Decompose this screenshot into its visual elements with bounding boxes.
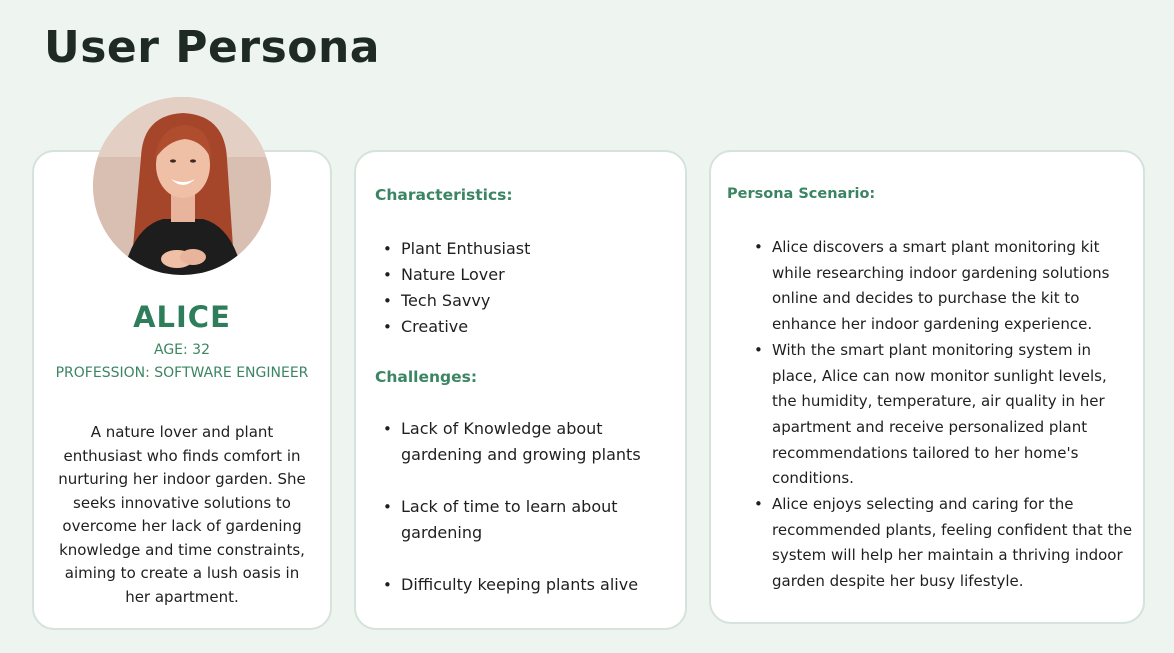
characteristics-heading: Characteristics: — [375, 186, 513, 204]
list-item: • Lack of time to learn about gardening — [375, 494, 680, 546]
page-title: User Persona — [44, 22, 380, 73]
avatar-photo — [93, 97, 271, 275]
challenges-list — [375, 416, 680, 598]
list-item: • Tech Savvy — [375, 288, 530, 314]
list-item: • Difficulty keeping plants alive — [375, 572, 680, 598]
avatar — [93, 97, 271, 275]
list-item: • With the smart plant monitoring system in place, Alice can now monitor sunlight levels, the humidity, temperature, air quality in her apartment and receive personalized plant recommendations tailored to her home's conditions. — [746, 338, 1136, 492]
list-item: • Lack of Knowledge about gardening and growing plants — [375, 416, 680, 468]
list-item: • Alice discovers a smart plant monitoring kit while researching indoor gardening solutions online and decides to purchase the kit to enhance her indoor gardening experience. — [746, 235, 1136, 338]
scenario-heading: Persona Scenario: — [727, 186, 876, 202]
list-item: • Nature Lover — [375, 262, 530, 288]
list-item: • Alice enjoys selecting and caring for the recommended plants, feeling confident that the system will help her maintain a thriving indoor garden despite her busy lifestyle. — [746, 492, 1136, 595]
persona-bio: A nature lover and plant enthusiast who finds comfort in nurturing her indoor garden. She seeks innovative solutions to overcome her lack of gardening knowledge and time constraints, aiming to create a lush oasis in her apartment. — [58, 423, 306, 606]
list-item: • Creative — [375, 314, 530, 340]
list-item: • Plant Enthusiast — [375, 236, 530, 262]
persona-age: AGE: 32 — [153, 342, 210, 358]
scenario-list — [746, 235, 1136, 595]
challenges-heading: Challenges: — [375, 368, 478, 386]
characteristics-list — [375, 236, 530, 340]
persona-profession: PROFESSION: SOFTWARE ENGINEER — [55, 365, 309, 381]
persona-name: ALICE — [133, 300, 231, 334]
